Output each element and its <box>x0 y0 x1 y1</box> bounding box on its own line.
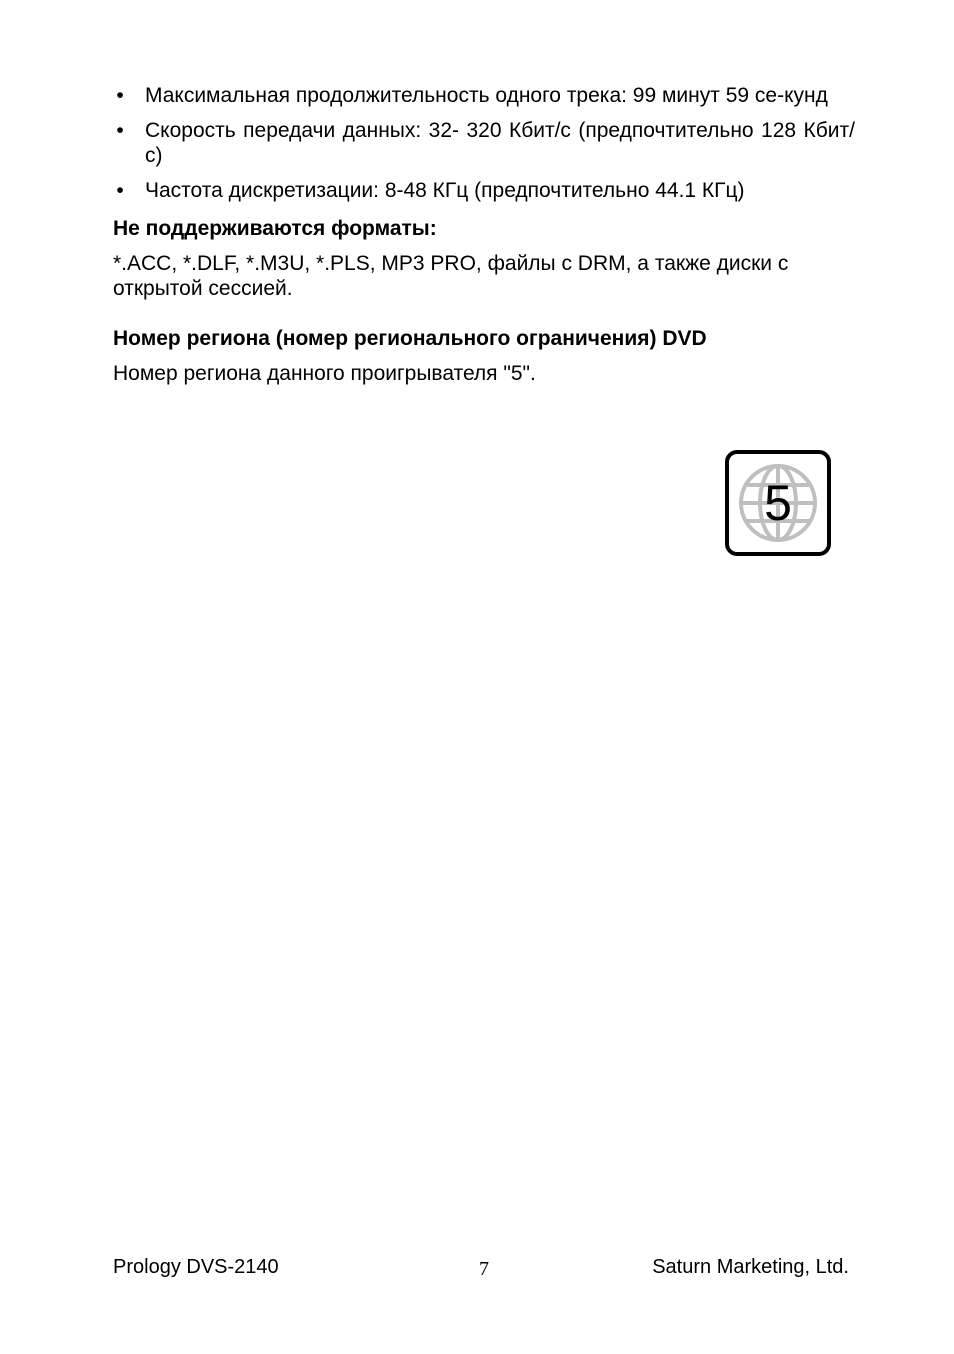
page-content <box>113 83 855 386</box>
list-item-text: Частота дискретизации: 8-48 КГц (предпочтительно 44.1 КГц) <box>145 179 745 202</box>
list-item-text: Максимальная продолжительность одного трека: 99 минут 59 се-кунд <box>145 84 828 107</box>
bullet-icon: • <box>116 179 124 202</box>
footer-company: Saturn Marketing, Ltd. <box>652 1256 849 1278</box>
region-badge <box>725 450 831 556</box>
region-number: 5 <box>764 475 792 531</box>
bullet-icon: • <box>116 119 124 142</box>
bullet-icon: • <box>116 84 124 107</box>
list-item <box>113 178 855 203</box>
page-number: 7 <box>479 1258 489 1280</box>
list-item <box>113 83 855 108</box>
unsupported-formats-text: *.ACC, *.DLF, *.M3U, *.PLS, MP3 PRO, файлы с DRM, а также диски с открытой сессией. <box>113 252 789 300</box>
footer-product: Prology DVS-2140 <box>113 1256 279 1278</box>
region-heading: Номер региона (номер регионального ограничения) DVD <box>113 327 707 350</box>
region-text: Номер региона данного проигрывателя "5". <box>113 362 536 385</box>
specs-list <box>113 83 855 203</box>
page-footer <box>113 1256 849 1282</box>
unsupported-formats-heading: Не поддерживаются форматы: <box>113 217 437 240</box>
list-item <box>113 118 855 168</box>
list-item-text: Скорость передачи данных: 32- 320 Кбит/с (предпочтительно 128 Кбит/с) <box>145 119 855 167</box>
